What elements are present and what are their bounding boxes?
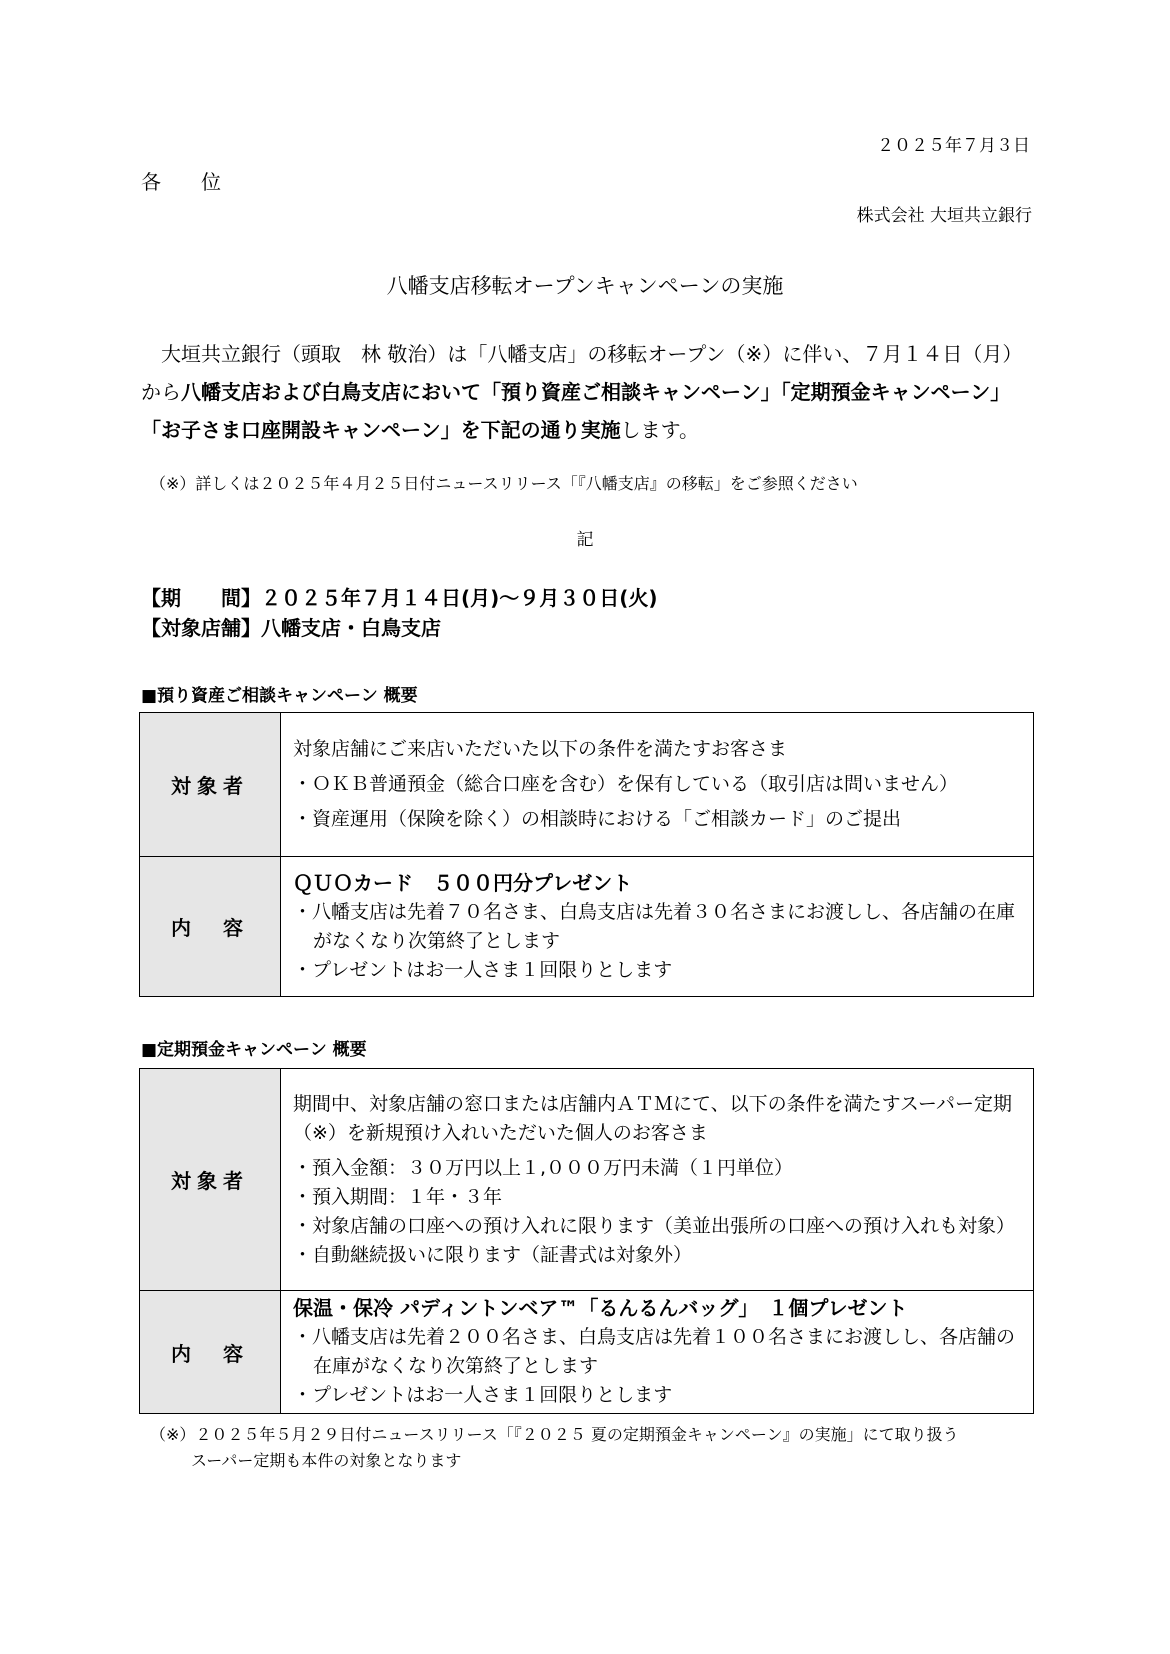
recipient: 各 位: [141, 170, 221, 194]
intro-line-3: [141, 411, 1031, 449]
ki-mark: 記: [576, 530, 594, 550]
section2-target-item: ・預入期間：１年・３年: [293, 1185, 503, 1208]
section2-content-label: 内 容: [140, 1291, 281, 1414]
stores: 【対象店舗】八幡支店・白鳥支店: [141, 616, 441, 640]
section2-target-intro: 期間中、対象店舗の窓口または店舗内ＡＴＭにて、以下の条件を満たすスーパー定期（※）を新規預け入れいただいた個人のお客さま: [293, 1092, 1012, 1144]
section2-footnote-1: （※）２０２５年５月２９日付ニュースリリース「『２０２５ 夏の定期預金キャンペーン』の実施」にて取り扱う: [150, 1425, 959, 1444]
section1-target-intro: 対象店舗にご来店いただいた以下の条件を満たすお客さま: [293, 738, 788, 760]
period: 【期 間】２０２５年７月１４日(月)～９月３０日(火): [141, 586, 658, 610]
section1-target-row: [140, 713, 1034, 857]
section2-content-item: ・プレゼントはお一人さま１回限りとします: [293, 1384, 673, 1406]
intro-line-1: 大垣共立銀行（頭取 林 敬治）は「八幡支店」の移転オープン（※）に伴い、７月１４日（月）: [161, 342, 1023, 366]
section1-heading: ■預り資産ご相談キャンペーン 概要: [141, 686, 418, 706]
section2-target-item: ・預入金額：３０万円以上１,０００万円未満（１円単位）: [293, 1156, 794, 1179]
intro-line-3b: します。: [620, 418, 700, 442]
section1-target-body: [281, 713, 1034, 857]
section1-content-label: 内 容: [140, 857, 281, 997]
intro-line-2: [141, 373, 1031, 411]
issue-date: ２０２５年７月３日: [877, 136, 1030, 156]
section1-target-label: 対象者: [140, 713, 281, 857]
note-top: （※）詳しくは２０２５年４月２５日付ニュースリリース「『八幡支店』の移転」をご参照ください: [150, 474, 858, 493]
section1-content-item: ・プレゼントはお一人さま１回限りとします: [293, 958, 673, 981]
section2-target-item: ・対象店舗の口座への預け入れに限ります（美並出張所の口座への預け入れも対象）: [293, 1214, 1016, 1237]
section2-content-body: [281, 1291, 1034, 1414]
section2-target-body: [281, 1069, 1034, 1291]
section2-footnote-2: スーパー定期も本件の対象となります: [191, 1451, 462, 1470]
section2-target-label: 対象者: [140, 1069, 281, 1291]
intro-paragraph: [141, 335, 1031, 449]
section1-content-title: ＱＵＯカード ５００円分プレゼント: [293, 870, 633, 895]
section2-content-title: 保温・保冷 パディントンベア™「るんるんバッグ」 １個プレゼント: [293, 1296, 908, 1320]
document-title: 八幡支店移転オープンキャンペーンの実施: [386, 274, 784, 298]
intro-line-2b: 八幡支店および白鳥支店において「預り資産ご相談キャンペーン」「定期預金キャンペーン」: [181, 380, 1011, 404]
section2-target-item: ・自動継続扱いに限ります（証書式は対象外）: [293, 1243, 693, 1266]
company-name: 株式会社 大垣共立銀行: [856, 206, 1032, 226]
section1-target-item: ・資産運用（保険を除く）の相談時における「ご相談カード」のご提出: [293, 808, 902, 830]
section2-table: [139, 1068, 1034, 1414]
section1-content-item: ・八幡支店は先着７０名さま、白鳥支店は先着３０名さまにお渡しし、各店舗の在庫がなくなり次第終了とします: [293, 900, 1016, 952]
section2-target-row: [140, 1069, 1034, 1291]
section2-heading: ■定期預金キャンペーン 概要: [141, 1040, 367, 1060]
section1-table: [139, 712, 1034, 997]
section1-target-item: ・ＯＫＢ普通預金（総合口座を含む）を保有している（取引店は問いません）: [293, 773, 959, 795]
section1-content-row: [140, 857, 1034, 997]
section2-content-row: [140, 1291, 1034, 1414]
intro-line-3a: 「お子さま口座開設キャンペーン」を下記の通り実施: [141, 418, 621, 442]
section2-content-item: ・八幡支店は先着２００名さま、白鳥支店は先着１００名さまにお渡しし、各店舗の在庫がなくなり次第終了とします: [293, 1326, 1016, 1377]
intro-line-2a: から: [141, 380, 181, 404]
section1-content-body: [281, 857, 1034, 997]
